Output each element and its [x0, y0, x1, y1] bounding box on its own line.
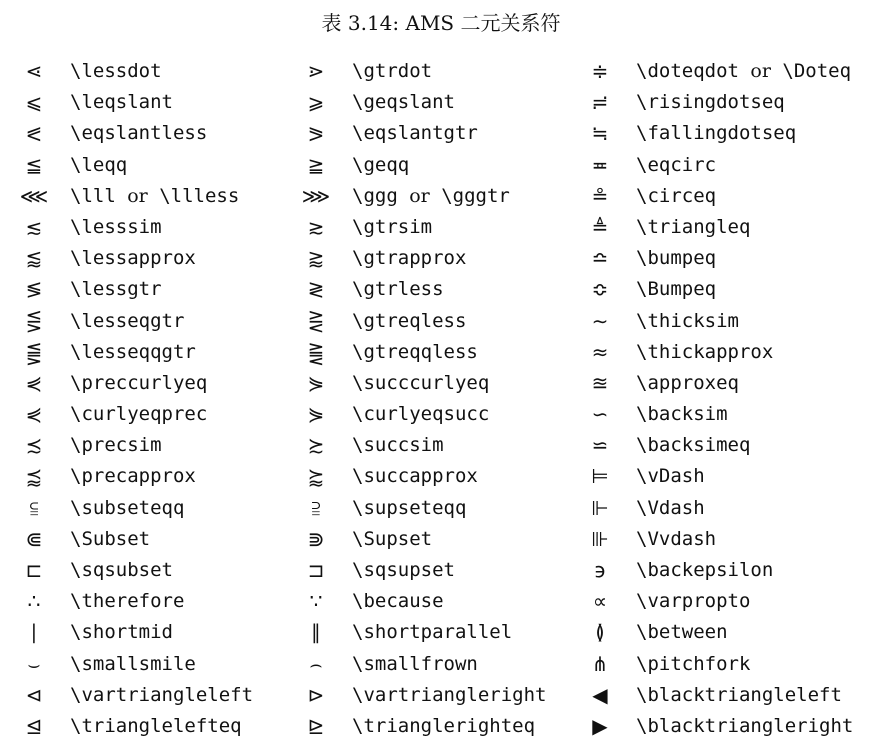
symbol-glyph: ∴: [27, 589, 41, 614]
command-name: \eqslantgtr: [352, 122, 478, 145]
command-name: \eqslantless: [70, 122, 208, 145]
latex-command: [352, 181, 510, 212]
latex-command: [70, 87, 173, 118]
symbol-glyph: ⋙: [301, 183, 331, 208]
command-name: \triangleq: [636, 215, 751, 238]
latex-command: [70, 56, 162, 87]
symbol-glyph: ⋘: [19, 183, 49, 208]
latex-command: [636, 87, 785, 118]
symbol-glyph: ⪌: [307, 339, 325, 364]
table-row: [0, 87, 882, 118]
command-name: \succsim: [352, 434, 444, 457]
command-name: \preccurlyeq: [70, 371, 208, 394]
table-row: [0, 368, 882, 399]
command-name: \approxeq: [636, 371, 739, 394]
symbol-glyph: ∝: [592, 589, 608, 614]
symbol-glyph: ≲: [25, 214, 43, 239]
command-name: \trianglerighteq: [352, 714, 536, 737]
command-name: \supseteqq: [352, 496, 467, 519]
latex-command: [352, 493, 466, 524]
command-name: \sqsubset: [70, 559, 173, 581]
latex-command: [636, 56, 851, 87]
command-name: \backepsilon: [636, 559, 774, 581]
table-row: [0, 649, 882, 680]
latex-command: [70, 181, 239, 212]
symbol-glyph: ⫅: [29, 495, 39, 520]
latex-command: [352, 56, 432, 87]
symbol-glyph: ⊲: [25, 682, 43, 707]
latex-command: [70, 586, 184, 617]
symbol-glyph: ∣: [29, 620, 39, 645]
table-row: [0, 493, 882, 524]
command-name: \gtrless: [352, 278, 444, 301]
command-name: \blacktriangleleft: [636, 683, 842, 706]
symbol-glyph: ∽: [591, 402, 609, 427]
symbol-glyph: ⋗: [307, 59, 325, 83]
symbol-glyph: ⋟: [307, 402, 325, 427]
command-name: \thicksim: [636, 309, 739, 332]
latex-command: [636, 430, 750, 461]
latex-command: [70, 212, 162, 243]
latex-command: [636, 274, 716, 305]
command-name: \bumpeq: [636, 247, 717, 270]
table-row: [0, 181, 882, 212]
command-name: \lessgtr: [70, 278, 162, 301]
table-row: [0, 617, 882, 648]
symbol-glyph: ∵: [309, 589, 323, 614]
latex-command: [636, 118, 796, 149]
symbol-glyph: ⩽: [25, 90, 43, 115]
latex-command: [70, 337, 196, 368]
command-name: \vartriangleright: [352, 683, 547, 706]
command-name: \sqsupset: [352, 559, 455, 581]
latex-command: [352, 461, 478, 492]
command-name: \shortmid: [70, 621, 173, 644]
latex-command: [636, 181, 716, 212]
command-name: \eqcirc: [636, 153, 717, 176]
command-name: \gtreqqless: [352, 340, 478, 363]
latex-command: [70, 649, 196, 680]
symbol-glyph: ⊨: [591, 464, 609, 489]
latex-command: [636, 711, 853, 742]
command-name: \therefore: [70, 590, 185, 613]
symbol-glyph: ⊏: [25, 558, 43, 582]
latex-command: [352, 680, 546, 711]
symbol-glyph: ⪷: [25, 464, 43, 489]
symbol-glyph: ≈: [591, 339, 609, 364]
symbol-glyph: ⊴: [25, 713, 43, 738]
symbol-glyph: ≏: [591, 246, 609, 271]
symbol-glyph: ≖: [591, 152, 609, 177]
latex-command: [352, 586, 444, 617]
command-name: \gtrapprox: [352, 247, 467, 270]
command-name: \subseteqq: [70, 496, 185, 519]
command-name: \varpropto: [636, 590, 751, 613]
latex-command: [70, 493, 184, 524]
symbol-glyph: ≿: [307, 433, 325, 458]
symbol-glyph: ≶: [25, 277, 43, 302]
command-name: \lessapprox: [70, 247, 196, 270]
symbol-glyph: ⌢: [309, 651, 323, 676]
symbol-glyph: ≜: [591, 214, 609, 239]
command-name: \doteqdot: [636, 60, 739, 82]
command-name: \Bumpeq: [636, 278, 717, 301]
command-name: \because: [352, 590, 444, 613]
command-name: \Vdash: [636, 496, 705, 519]
latex-command: [636, 649, 750, 680]
command-name: \lessdot: [70, 60, 162, 82]
table-row: [0, 430, 882, 461]
latex-command: [352, 430, 444, 461]
latex-command: [352, 243, 466, 274]
table-row: [0, 680, 882, 711]
symbol-glyph: ⪕: [25, 121, 43, 146]
latex-command: [70, 680, 253, 711]
latex-command: [636, 680, 842, 711]
symbol-glyph: ⊪: [591, 526, 609, 551]
latex-command: [636, 461, 705, 492]
symbol-glyph: ≦: [25, 152, 43, 177]
latex-command: [352, 711, 535, 742]
latex-command: [636, 337, 773, 368]
symbol-glyph: ≊: [591, 370, 609, 395]
symbol-glyph: ⊐: [307, 558, 325, 582]
latex-command: [70, 306, 184, 337]
command-name: \curlyeqprec: [70, 403, 208, 426]
command-name: \thickapprox: [636, 340, 774, 363]
command-name: \gtrdot: [352, 60, 433, 82]
symbol-glyph: ⪋: [25, 339, 43, 364]
or-word: or: [750, 60, 771, 82]
symbol-glyph: ⌣: [27, 651, 41, 676]
command-name: \succapprox: [352, 465, 478, 488]
table-row: [0, 118, 882, 149]
table-row: [0, 56, 882, 87]
latex-command: [70, 555, 173, 586]
latex-command: [636, 243, 716, 274]
latex-command: [352, 337, 478, 368]
command-name: \trianglelefteq: [70, 714, 242, 737]
or-word: or: [409, 184, 430, 207]
latex-command: [70, 711, 242, 742]
symbol-glyph: ≑: [591, 59, 609, 83]
symbol-glyph: ◀: [592, 682, 608, 707]
command-name: \fallingdotseq: [636, 122, 797, 145]
command-name: \lesseqqgtr: [70, 340, 196, 363]
latex-command: [352, 555, 455, 586]
symbol-glyph: ∼: [591, 308, 609, 333]
page-title: 表 3.14: AMS 二元关系符: [321, 11, 561, 35]
table-row: [0, 461, 882, 492]
table-row: [0, 274, 882, 305]
latex-command: [352, 87, 455, 118]
command-name: \gtreqless: [352, 309, 467, 332]
latex-command: [70, 368, 207, 399]
command-name: \geqslant: [352, 91, 455, 114]
symbol-glyph: ≒: [591, 121, 609, 146]
symbol-glyph: ⋞: [25, 402, 43, 427]
command-alias: \gggtr: [441, 184, 510, 207]
symbol-glyph: ▶: [592, 713, 608, 738]
symbol-glyph: ⋑: [307, 526, 325, 551]
command-name: \circeq: [636, 184, 717, 207]
table-row: [0, 150, 882, 181]
latex-command: [636, 150, 716, 181]
latex-command: [636, 617, 728, 648]
symbol-glyph: ⪆: [307, 246, 325, 271]
table-row: [0, 586, 882, 617]
latex-command: [352, 212, 432, 243]
latex-command: [70, 150, 127, 181]
symbol-glyph: ⋚: [25, 308, 43, 333]
symbol-glyph: ⊳: [307, 682, 325, 707]
latex-command: [636, 586, 750, 617]
latex-command: [352, 649, 478, 680]
latex-command: [352, 274, 444, 305]
latex-command: [352, 617, 512, 648]
command-name: \precapprox: [70, 465, 196, 488]
symbol-glyph: ≓: [591, 90, 609, 115]
command-name: \curlyeqsucc: [352, 403, 490, 426]
command-name: \Supset: [352, 527, 433, 550]
command-name: \pitchfork: [636, 652, 751, 675]
latex-command: [70, 399, 207, 430]
symbol-glyph: ⪸: [307, 464, 325, 489]
command-name: \vDash: [636, 465, 705, 488]
latex-command: [636, 212, 750, 243]
symbol-glyph: ≾: [25, 433, 43, 458]
latex-command: [70, 243, 196, 274]
or-word: or: [127, 184, 148, 207]
command-name: \Subset: [70, 527, 151, 550]
latex-command: [70, 430, 162, 461]
table-row: [0, 212, 882, 243]
command-name: \lesssim: [70, 215, 162, 238]
latex-command: [636, 368, 739, 399]
latex-command: [70, 274, 162, 305]
command-name: \gtrsim: [352, 215, 433, 238]
table-row: [0, 524, 882, 555]
table-row: [0, 306, 882, 337]
symbol-glyph: ≎: [591, 277, 609, 302]
command-name: \precsim: [70, 434, 162, 457]
symbol-glyph: ⪅: [25, 246, 43, 271]
command-name: \ggg: [352, 184, 398, 207]
latex-command: [352, 524, 432, 555]
table-row: [0, 711, 882, 742]
command-name: \backsim: [636, 403, 728, 426]
command-name: \between: [636, 621, 728, 644]
command-name: \lll: [70, 184, 116, 207]
latex-command: [636, 555, 773, 586]
symbol-glyph: ≗: [591, 183, 609, 208]
symbol-glyph: ⪖: [307, 121, 325, 146]
symbol-glyph: ⋐: [25, 526, 43, 551]
latex-command: [352, 150, 409, 181]
symbol-glyph: ⩾: [307, 90, 325, 115]
latex-command: [352, 399, 489, 430]
symbol-glyph: ⊵: [307, 713, 325, 738]
table-row: [0, 555, 882, 586]
symbol-glyph: ≧: [307, 152, 325, 177]
symbol-glyph: ≳: [307, 214, 325, 239]
command-name: \backsimeq: [636, 434, 751, 457]
latex-command: [636, 399, 728, 430]
symbol-glyph: ⊩: [591, 495, 609, 520]
command-alias: \llless: [159, 184, 240, 207]
symbol-glyph: ⋛: [307, 308, 325, 333]
symbol-glyph: ⫆: [311, 495, 321, 520]
command-name: \geqq: [352, 153, 410, 176]
table-row: [0, 243, 882, 274]
symbol-glyph: ≬: [595, 620, 605, 645]
symbol-glyph: ⋞: [25, 370, 43, 395]
table-row: [0, 399, 882, 430]
command-name: \smallfrown: [352, 652, 478, 675]
symbol-glyph: ⋔: [591, 651, 609, 676]
command-name: \lesseqgtr: [70, 309, 185, 332]
command-name: \succcurlyeq: [352, 371, 490, 394]
symbol-glyph: ≷: [307, 277, 325, 302]
symbol-table: [0, 56, 882, 742]
latex-command: [636, 524, 716, 555]
command-name: \leqslant: [70, 91, 173, 114]
command-name: \Vvdash: [636, 527, 717, 550]
symbol-glyph: ⋍: [591, 433, 609, 458]
latex-command: [70, 118, 207, 149]
command-alias: \Doteq: [782, 60, 852, 82]
latex-command: [70, 617, 173, 648]
symbol-glyph: ∥: [311, 620, 321, 645]
command-name: \smallsmile: [70, 652, 196, 675]
latex-command: [636, 306, 739, 337]
symbol-glyph: ϶: [593, 558, 607, 582]
command-name: \risingdotseq: [636, 91, 785, 114]
latex-command: [636, 493, 705, 524]
command-name: \vartriangleleft: [70, 683, 254, 706]
latex-command: [70, 524, 150, 555]
table-row: [0, 337, 882, 368]
command-name: \shortparallel: [352, 621, 513, 644]
symbol-glyph: ⋟: [307, 370, 325, 395]
command-name: \leqq: [70, 153, 128, 176]
latex-command: [70, 461, 196, 492]
latex-command: [352, 306, 466, 337]
latex-command: [352, 118, 478, 149]
command-name: \blacktriangleright: [636, 714, 854, 737]
latex-command: [352, 368, 489, 399]
symbol-glyph: ⋖: [25, 59, 43, 83]
